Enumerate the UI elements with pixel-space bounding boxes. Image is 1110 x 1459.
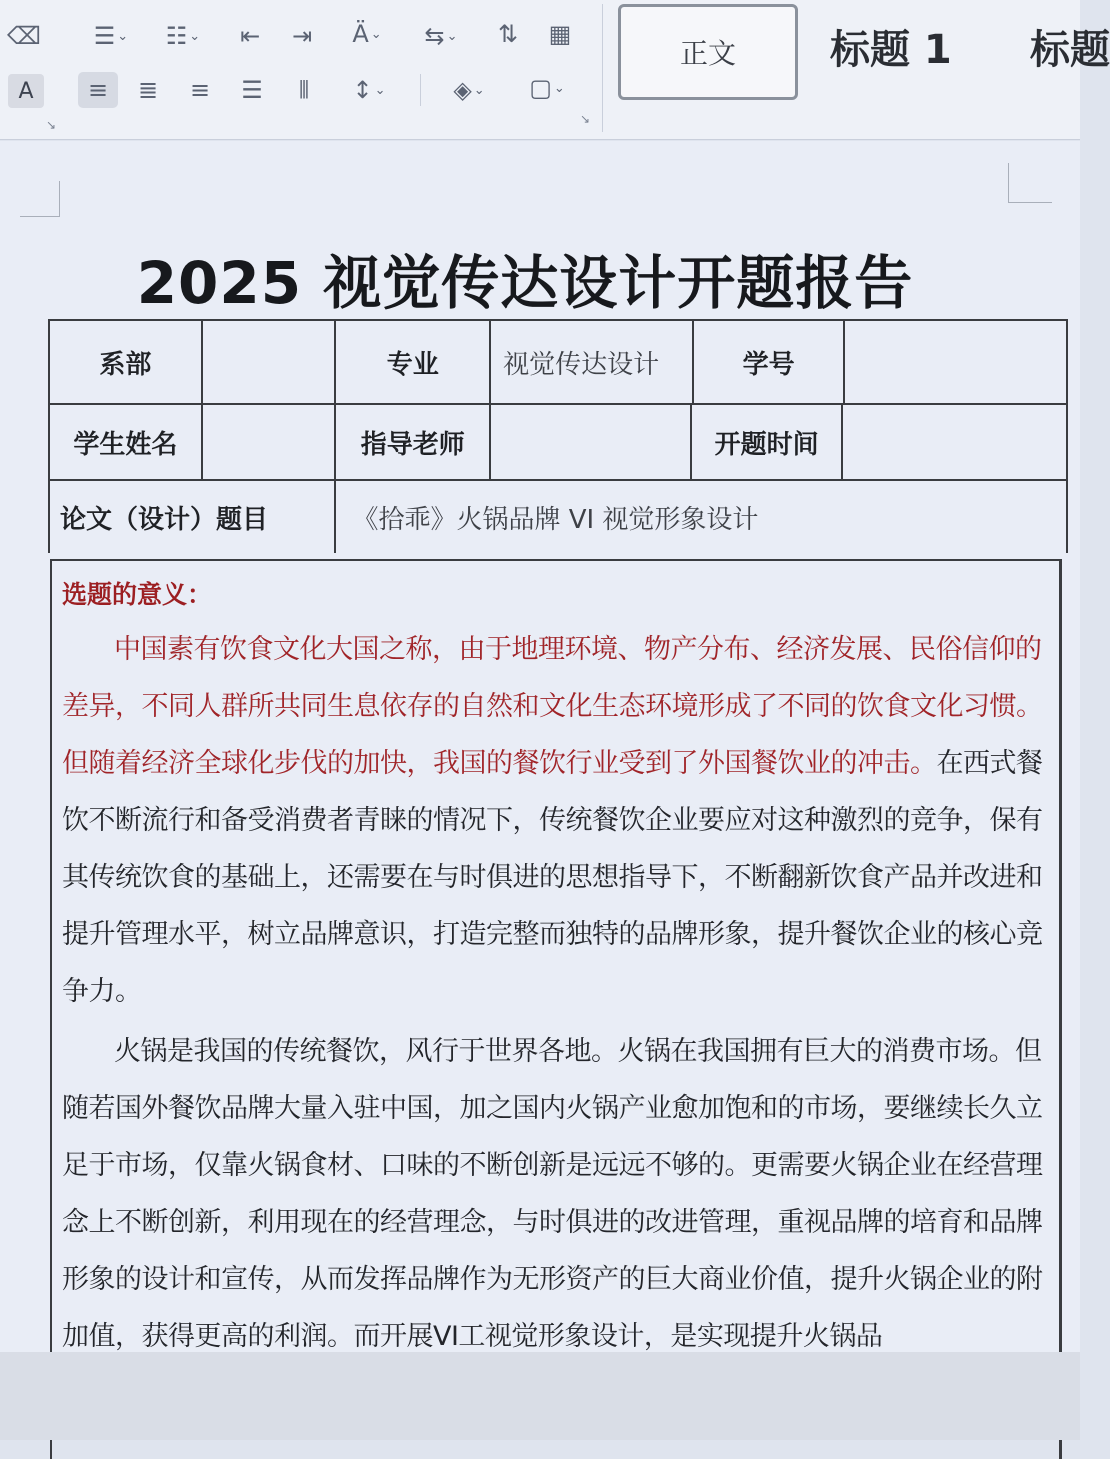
screen-bottom-edge xyxy=(0,1352,1080,1440)
section-heading: 选题的意义： xyxy=(62,580,213,609)
distributed-icon[interactable]: ⦀ xyxy=(298,76,310,104)
paragraph-2[interactable] xyxy=(62,1023,1052,1365)
bullet-list-icon: ☰ xyxy=(93,22,116,50)
chevron-down-icon: ⌄ xyxy=(374,82,386,98)
decrease-indent-icon[interactable]: ⇤ xyxy=(239,22,261,50)
sort-icon[interactable]: ⇅ xyxy=(497,20,519,48)
topic-label: 论文（设计）题目 xyxy=(50,481,336,553)
style-heading1-label: 标题 1 xyxy=(830,27,952,73)
style-heading1-button[interactable] xyxy=(830,18,952,75)
paragraph-dialog-launcher-icon[interactable]: ↘ xyxy=(580,112,591,126)
dept-label: 系部 xyxy=(50,321,203,403)
toolbar-divider xyxy=(602,4,603,132)
info-table xyxy=(48,319,1068,553)
major-label: 专业 xyxy=(336,321,491,403)
topic-field[interactable]: 《拾乖》火锅品牌 VI 视觉形象设计 xyxy=(336,481,1068,553)
align-center-icon[interactable]: ≣ xyxy=(137,76,159,104)
justify-icon[interactable]: ☰ xyxy=(241,76,263,104)
advisor-field[interactable] xyxy=(491,405,692,479)
student-name-label: 学生姓名 xyxy=(50,405,203,479)
chevron-down-icon: ⌄ xyxy=(553,80,565,96)
increase-indent-icon[interactable]: ⇥ xyxy=(291,22,313,50)
toolbar-divider xyxy=(420,74,421,106)
style-normal-button[interactable] xyxy=(618,4,798,100)
align-left-icon[interactable]: ≡ xyxy=(78,72,118,108)
style-heading2-button[interactable] xyxy=(1030,18,1110,75)
table-row xyxy=(48,319,1068,403)
ribbon-toolbar xyxy=(0,0,1110,140)
numbered-list-button[interactable] xyxy=(156,18,210,54)
proposal-date-field[interactable] xyxy=(843,405,1068,479)
font-dialog-launcher-icon[interactable]: ↘ xyxy=(46,118,57,132)
table-row xyxy=(48,479,1068,553)
font-color-icon[interactable]: A xyxy=(8,74,44,108)
line-break-button[interactable] xyxy=(414,18,468,54)
document-title: 2025 视觉传达设计开题报告 xyxy=(136,249,914,317)
text-direction-icon: Ä xyxy=(352,20,369,48)
paragraph-2-text: 火锅是我国的传统餐饮，风行于世界各地。火锅在我国拥有巨大的消费市场。但随若国外餐饮品牌大量入驻中国，加之国内火锅产业愈加饱和的市场，要继续长久立足于市场，仅靠火锅食材、口味的不断创新是远远不够的。更需要火锅企业在经营理念上不断创新，利用现在的经营理念，与时俱进的改进管理，重视品牌的培育和品牌形象的设计和宣传，从而发挥品牌作为无形资产的巨大商业价值，提升火锅企业的附加值，获得更高的利润。而开展VI工视觉形象设计，是实现提升火锅品 xyxy=(62,1036,1043,1352)
student-name-field[interactable] xyxy=(203,405,337,479)
chevron-down-icon: ⌄ xyxy=(370,26,382,42)
student-id-label: 学号 xyxy=(694,321,846,403)
chevron-down-icon: ⌄ xyxy=(117,28,129,44)
table-border-icon[interactable]: ▦ xyxy=(548,20,572,48)
significance-section[interactable] xyxy=(50,559,1062,1459)
bullet-list-button[interactable] xyxy=(84,18,138,54)
line-break-icon: ⇆ xyxy=(424,22,445,50)
paragraph-1[interactable] xyxy=(62,621,1052,1020)
paragraph-1-red-text: 中国素有饮食文化大国之称，由于地理环境、物产分布、经济发展、民俗信仰的差异，不同人群所共同生息依存的自然和文化生态环境形成了不同的饮食文化习惯。但随着经济全球化步伐的加快，我国的餐饮行业受到了外国餐饮业的冲击。 xyxy=(62,634,1043,779)
line-spacing-icon: ↕ xyxy=(352,76,373,104)
style-normal-label: 正文 xyxy=(679,37,736,70)
line-spacing-button[interactable] xyxy=(340,72,398,108)
style-heading2-label: 标题 xyxy=(1030,27,1110,73)
numbered-list-icon: ☷ xyxy=(165,22,188,50)
shading-icon: ◈ xyxy=(453,76,472,104)
student-id-field[interactable] xyxy=(845,321,1068,403)
text-direction-button[interactable] xyxy=(338,16,396,52)
dept-field[interactable] xyxy=(203,321,337,403)
document-page[interactable] xyxy=(0,141,1080,1440)
major-field[interactable]: 视觉传达设计 xyxy=(491,321,694,403)
borders-icon: ▢ xyxy=(529,74,552,102)
chevron-down-icon: ⌄ xyxy=(446,28,458,44)
paragraph-2-indent xyxy=(62,1036,114,1067)
crop-mark-left xyxy=(20,181,60,217)
borders-button[interactable] xyxy=(518,70,576,106)
eraser-icon[interactable]: ⌫ xyxy=(7,22,41,50)
paragraph-1-text: 在西式餐饮不断流行和备受消费者青睐的情况下，传统餐饮企业要应对这种激烈的竞争，保有其传统饮食的基础上，还需要在与时俱进的思想指导下，不断翻新饮食产品并改进和提升管理水平，树立品牌意识，打造完整而独特的品牌形象，提升餐饮企业的核心竞争力。 xyxy=(62,748,1043,1007)
chevron-down-icon: ⌄ xyxy=(473,82,485,98)
crop-mark-right xyxy=(1008,163,1052,203)
shading-button[interactable] xyxy=(440,72,498,108)
advisor-label: 指导老师 xyxy=(336,405,491,479)
chevron-down-icon: ⌄ xyxy=(189,28,201,44)
table-row xyxy=(48,403,1068,479)
align-right-icon[interactable]: ≡ xyxy=(189,76,211,104)
proposal-date-label: 开题时间 xyxy=(692,405,844,479)
